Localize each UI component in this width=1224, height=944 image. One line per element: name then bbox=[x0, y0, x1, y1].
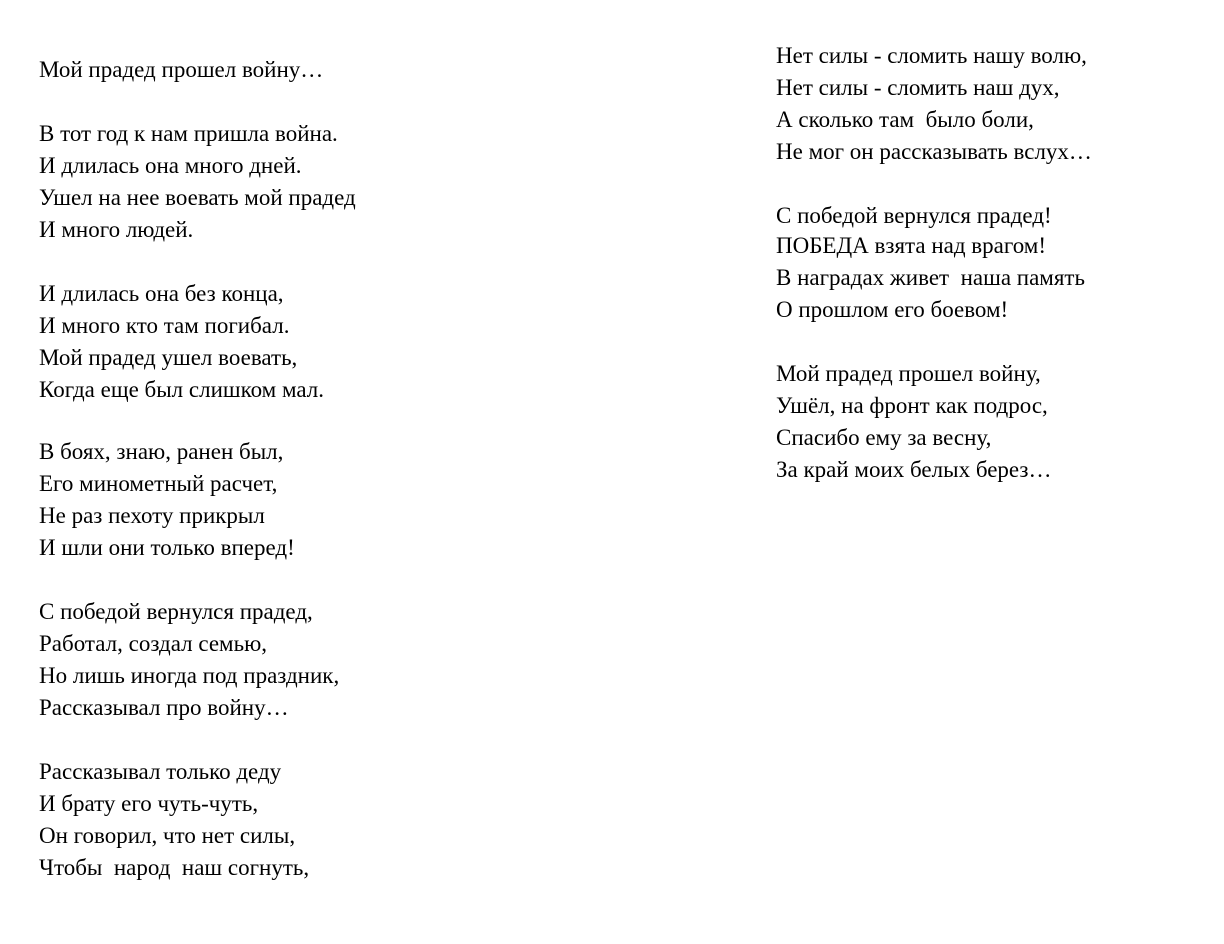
poem-line: Чтобы народ наш согнуть, bbox=[39, 855, 310, 880]
poem-line: О прошлом его боевом! bbox=[776, 297, 1009, 322]
poem-line: Мой прадед ушел воевать, bbox=[39, 345, 298, 370]
poem-line: Нет силы - сломить нашу волю, bbox=[776, 43, 1087, 68]
poem-line: В наградах живет наша память bbox=[776, 265, 1085, 290]
poem-line: Нет силы - сломить наш дух, bbox=[776, 75, 1060, 100]
poem-line: С победой вернулся прадед, bbox=[39, 599, 313, 624]
poem-line: И длилась она без конца, bbox=[39, 281, 284, 306]
poem-line: Он говорил, что нет силы, bbox=[39, 823, 296, 848]
poem-line: Рассказывал про войну… bbox=[39, 695, 289, 720]
poem-line: В тот год к нам пришла война. bbox=[39, 121, 338, 146]
poem-line: Ушёл, на фронт как подрос, bbox=[776, 393, 1048, 418]
poem-line: Спасибо ему за весну, bbox=[776, 425, 992, 450]
poem-line: ПОБЕДА взята над врагом! bbox=[776, 233, 1047, 258]
poem-line: И шли они только вперед! bbox=[39, 535, 295, 560]
poem-line: Но лишь иногда под праздник, bbox=[39, 663, 340, 688]
poem-line: И много людей. bbox=[39, 217, 194, 242]
poem-line: И длилась она много дней. bbox=[39, 153, 302, 178]
poem-line: Его минометный расчет, bbox=[39, 471, 278, 496]
poem-line: И много кто там погибал. bbox=[39, 313, 290, 338]
poem-line: Рассказывал только деду bbox=[39, 759, 282, 784]
poem-line: Не мог он рассказывать вслух… bbox=[776, 139, 1092, 164]
poem-line: С победой вернулся прадед! bbox=[776, 203, 1052, 228]
poem-line: За край моих белых берез… bbox=[776, 457, 1052, 482]
poem-line: Работал, создал семью, bbox=[39, 631, 268, 656]
poem-line: А сколько там было боли, bbox=[776, 107, 1034, 132]
poem-line: Когда еще был слишком мал. bbox=[39, 377, 325, 402]
poem-line: Не раз пехоту прикрыл bbox=[39, 503, 265, 528]
poem-line: В боях, знаю, ранен был, bbox=[39, 439, 284, 464]
poem-title: Мой прадед прошел войну… bbox=[39, 57, 324, 82]
poem-line: И брату его чуть-чуть, bbox=[39, 791, 259, 816]
poem-line: Мой прадед прошел войну, bbox=[776, 361, 1041, 386]
poem-line: Ушел на нее воевать мой прадед bbox=[39, 185, 356, 210]
